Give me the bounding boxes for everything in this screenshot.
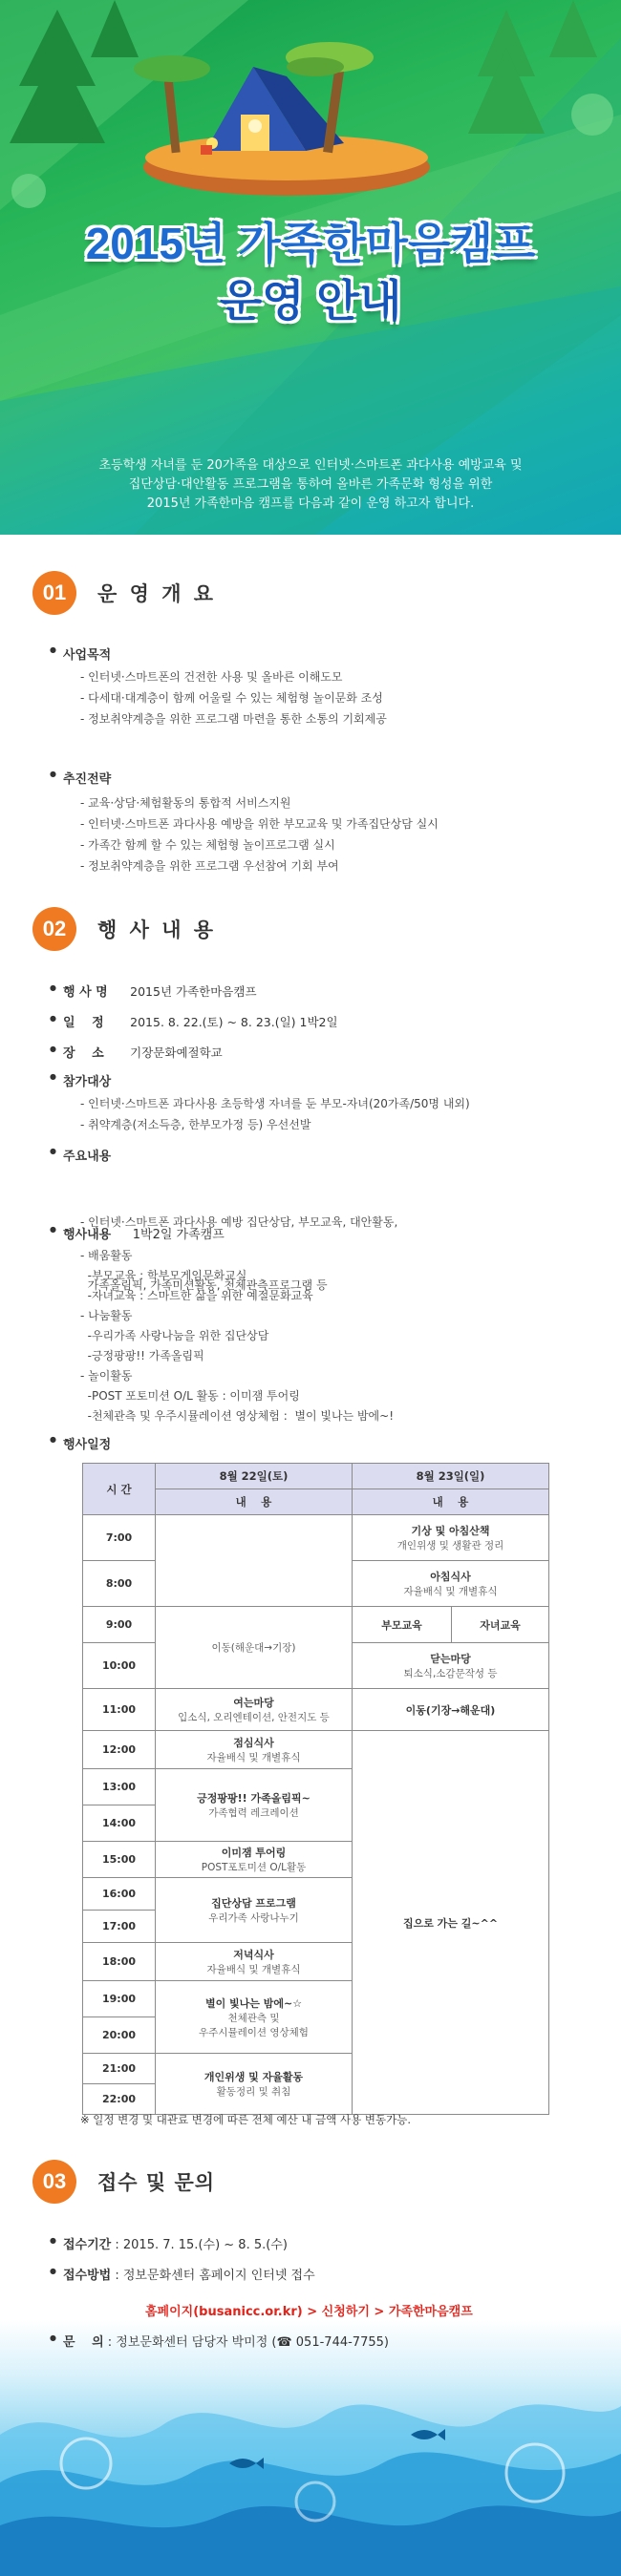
list-item: - 인터넷·스마트폰의 건전한 사용 및 올바른 이해도모	[80, 670, 343, 684]
time-cell: 7:00	[83, 1515, 156, 1561]
homepage-link[interactable]: 홈페이지(busanicc.or.kr) > 신청하기 > 가족한마음캠프	[145, 2305, 473, 2319]
intro-line: 2015년 가족한마음 캠프를 다음과 같이 운영 하고자 합니다.	[146, 496, 475, 511]
event-title: 이동(해운대→기장)	[211, 1642, 296, 1654]
section-title: 행 사 내 용	[97, 918, 217, 941]
time-cell: 20:00	[83, 2017, 156, 2054]
section-header-overview	[32, 571, 216, 615]
list-item: - 정보취약계층을 위한 프로그램 우선참여 기회 부여	[80, 859, 339, 873]
time-cell: 22:00	[83, 2084, 156, 2115]
day1-header: 8월 22일(토)	[156, 1464, 353, 1489]
schedule-event	[156, 1878, 353, 1943]
contact-value: : 정보문화센터 담당자 박미정 (☎ 051-744-7755)	[103, 2335, 389, 2350]
date-row	[63, 1012, 338, 1030]
event-title: 기상 및 아침산책	[411, 1525, 490, 1537]
schedule-event	[353, 1731, 549, 2115]
contact-row	[63, 2332, 389, 2350]
event-detail: 천체관측 및	[227, 2012, 280, 2024]
list-item: - 인터넷·스마트폰 과다사용 예방을 위한 부모교육 및 가족집단상담 실시	[80, 817, 439, 831]
activity-label: 행사내용	[63, 1228, 112, 1242]
strategy-heading: ● 추진전략	[63, 769, 111, 787]
list-item: -천체관측 및 우주시뮬레이션 영상체험 : 별이 빛나는 밤에~!	[80, 1409, 395, 1423]
schedule-event	[156, 1842, 353, 1878]
intro-text	[38, 456, 583, 514]
schedule-event	[156, 1769, 353, 1842]
event-title: 자녀교육	[480, 1618, 521, 1632]
activity-heading	[63, 1224, 225, 1242]
section-header-contact	[32, 2160, 215, 2204]
event-title: 긍정팡팡!! 가족올림픽~	[197, 1792, 310, 1805]
event-detail: 가족협력 레크레이션	[208, 1807, 299, 1819]
list-item: 가족올림픽, 가족미션활동, 천체관측프로그램 등	[80, 1278, 328, 1292]
event-title: 이동(기장→해운대)	[405, 1703, 496, 1717]
event-name-row	[63, 982, 257, 1000]
event-detail: 활동정리 및 취침	[216, 2086, 291, 2098]
list-item: - 나눔활동	[80, 1309, 133, 1322]
event-name-label: 행 사 명	[63, 985, 108, 1000]
activity-value: 1박2일 가족캠프	[132, 1228, 225, 1242]
place-row	[63, 1043, 223, 1061]
page-subtitle: 운영 안내	[219, 276, 402, 326]
list-item: -POST 포토미션 O/L 활동 : 이미잼 투어링	[80, 1389, 300, 1403]
purpose-list	[80, 666, 387, 729]
section-header-event	[32, 907, 216, 951]
section-title: 운 영 개 요	[97, 582, 217, 605]
section-title: 접수 및 문의	[97, 2171, 216, 2194]
time-cell: 9:00	[83, 1607, 156, 1643]
event-title: 집단상담 프로그램	[211, 1897, 296, 1910]
event-title: 여는마당	[233, 1697, 274, 1709]
date-label: 일 정	[63, 1016, 104, 1030]
list-item: -긍정팡팡!! 가족올림픽	[80, 1349, 204, 1362]
list-item: - 인터넷·스마트폰 과다사용 예방 집단상담, 부모교육, 대안활동,	[80, 1215, 398, 1229]
time-cell: 17:00	[83, 1911, 156, 1943]
day1-content-header: 내 용	[156, 1489, 353, 1515]
event-title: 이미잼 투어링	[221, 1847, 287, 1859]
list-item: - 배움활동	[80, 1249, 133, 1262]
activity-list	[80, 1246, 394, 1426]
target-list	[80, 1093, 470, 1135]
event-title: 점심식사	[233, 1737, 274, 1749]
event-title: 개인위생 및 자율활동	[203, 2071, 304, 2083]
time-cell: 14:00	[83, 1805, 156, 1842]
event-detail: POST포토미션 O/L활동	[201, 1862, 307, 1873]
time-cell: 12:00	[83, 1731, 156, 1769]
time-cell: 18:00	[83, 1943, 156, 1981]
strategy-list	[80, 792, 439, 876]
empty-cell	[156, 1515, 353, 1607]
schedule-event	[156, 2054, 353, 2115]
section-number: 01	[32, 571, 76, 615]
method-value: : 정보문화센터 홈페이지 인터넷 접수	[111, 2269, 315, 2283]
time-cell: 11:00	[83, 1689, 156, 1731]
list-item: - 인터넷·스마트폰 과다사용 초등학생 자녀를 둔 부모-자녀(20가족/50명 내외)	[80, 1097, 470, 1110]
schedule-event	[156, 1981, 353, 2054]
schedule-event	[452, 1607, 549, 1643]
list-item: - 정보취약계층을 위한 프로그램 마련을 통한 소통의 기회제공	[80, 712, 387, 726]
schedule-event	[156, 1689, 353, 1731]
event-detail: 입소식, 오리엔테이션, 안전지도 등	[178, 1712, 330, 1723]
place-label: 장 소	[63, 1046, 104, 1061]
event-detail: 자율배식 및 개별휴식	[206, 1964, 301, 1975]
list-item: - 놀이활동	[80, 1369, 133, 1383]
target-heading: ● 참가대상	[63, 1071, 111, 1089]
period-value: : 2015. 7. 15.(수) ~ 8. 5.(수)	[111, 2238, 288, 2252]
content-heading: ● 주요내용	[63, 1146, 111, 1164]
event-title: 부모교육	[381, 1618, 422, 1632]
list-item: - 다세대·대계층이 함께 어울릴 수 있는 체험형 놀이문화 조성	[80, 691, 383, 705]
method-row	[63, 2265, 315, 2283]
schedule-event	[156, 1943, 353, 1981]
event-name-value: 2015년 가족한마음캠프	[130, 984, 257, 999]
date-value: 2015. 8. 22.(토) ~ 8. 23.(일) 1박2일	[130, 1015, 338, 1029]
event-detail: 퇴소식,소감문작성 등	[403, 1668, 498, 1679]
time-cell: 15:00	[83, 1842, 156, 1878]
day2-header: 8월 23일(일)	[353, 1464, 549, 1489]
time-cell: 19:00	[83, 1981, 156, 2017]
list-item: -자녀교육 : 스마트한 삶을 위한 예절문화교육	[80, 1289, 313, 1302]
schedule-event	[156, 1731, 353, 1769]
schedule-note: ※ 일정 변경 및 대관료 변경에 따른 전체 예산 내 금액 사용 변동가능.	[80, 2113, 411, 2126]
method-label: 접수방법	[63, 2269, 112, 2283]
event-title: 아침식사	[430, 1571, 471, 1583]
schedule-heading: ● 행사일정	[63, 1434, 111, 1452]
section-number: 03	[32, 2160, 76, 2204]
event-title: 집으로 가는 길~^^	[402, 1916, 499, 1930]
event-detail: 자율배식 및 개별휴식	[206, 1752, 301, 1763]
footer-waves	[0, 2320, 621, 2576]
list-item: - 교육·상담·체험활동의 통합적 서비스지원	[80, 796, 291, 810]
schedule-event	[353, 1607, 452, 1643]
event-detail: 우리가족 사랑나누기	[208, 1912, 299, 1924]
day2-content-header: 내 용	[353, 1489, 549, 1515]
contact-label: 문 의	[63, 2335, 104, 2350]
hero-banner	[0, 0, 621, 535]
purpose-heading: ● 사업목적	[63, 644, 111, 663]
time-cell: 10:00	[83, 1643, 156, 1689]
page-title: 2015년 가족한마음캠프	[85, 219, 536, 268]
period-label: 접수기간	[63, 2238, 112, 2252]
period-row	[63, 2234, 288, 2252]
schedule-event	[353, 1643, 549, 1689]
event-title: 닫는마당	[430, 1653, 471, 1665]
time-cell: 21:00	[83, 2054, 156, 2084]
list-item: -우리가족 사랑나눔을 위한 집단상담	[80, 1329, 269, 1342]
list-item: -부모교육 : 학부모게임문화교실	[80, 1269, 247, 1282]
intro-line: 집단상담·대안활동 프로그램을 통하여 올바른 가족문화 형성을 위한	[128, 477, 493, 492]
place-value: 기장문화예절학교	[130, 1045, 223, 1060]
wave-illustration	[0, 2320, 621, 2576]
event-detail: 개인위생 및 생활관 정리	[396, 1540, 504, 1552]
event-detail: 우주시뮬레이션 영상체험	[199, 2026, 309, 2038]
event-title: 저녁식사	[233, 1949, 274, 1961]
time-cell: 13:00	[83, 1769, 156, 1805]
time-header: 시 간	[83, 1464, 156, 1515]
schedule-event	[353, 1561, 549, 1607]
event-detail: 자율배식 및 개별휴식	[403, 1586, 498, 1597]
schedule-table	[82, 1463, 549, 2115]
schedule-event	[156, 1607, 353, 1689]
schedule-event	[353, 1689, 549, 1731]
time-cell: 16:00	[83, 1878, 156, 1911]
time-cell: 8:00	[83, 1561, 156, 1607]
list-item: - 가족간 함께 할 수 있는 체험형 놀이프로그램 실시	[80, 838, 335, 852]
list-item: - 취약계층(저소득층, 한부모가정 등) 우선선발	[80, 1118, 311, 1131]
schedule-event	[353, 1515, 549, 1561]
event-title: 별이 빛나는 밤에~☆	[204, 1996, 303, 2010]
intro-line: 초등학생 자녀를 둔 20가족을 대상으로 인터넷·스마트폰 과다사용 예방교육 및	[98, 458, 523, 473]
section-number: 02	[32, 907, 76, 951]
